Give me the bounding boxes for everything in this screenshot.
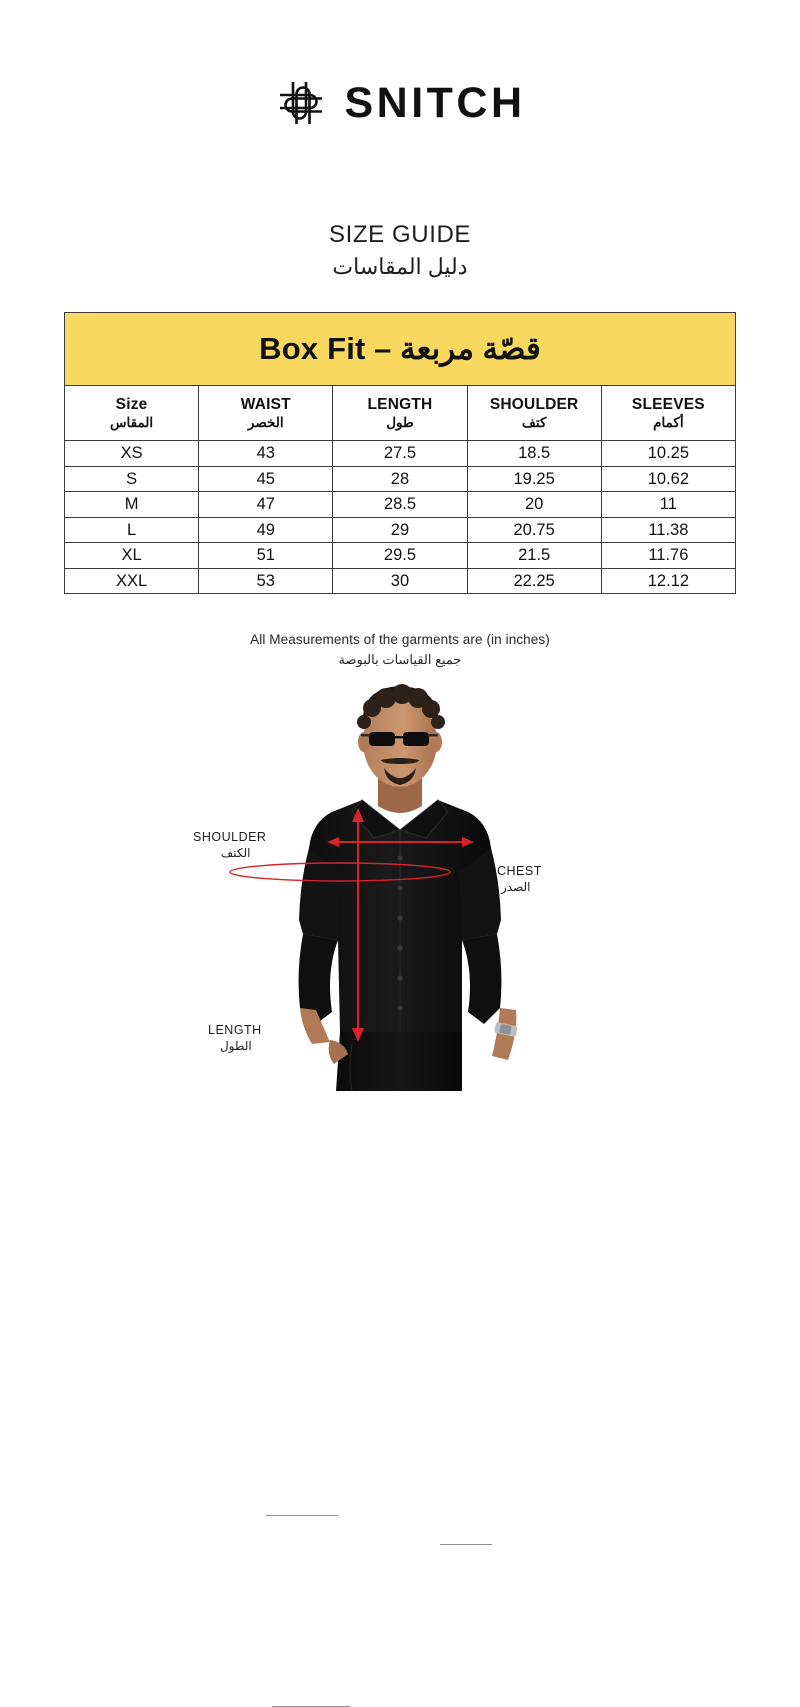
column-header-length-en: LENGTH <box>367 395 433 413</box>
column-header-size <box>65 386 199 441</box>
cell-length: 28 <box>333 466 467 492</box>
fit-banner-label: قصّة مربعة – Box Fit <box>259 330 541 366</box>
cell-sleeves: 11.38 <box>601 517 735 543</box>
table-header-row <box>65 386 736 441</box>
cell-shoulder: 22.25 <box>467 568 601 594</box>
measurement-diagram <box>0 672 800 1091</box>
annotation-shoulder-en: SHOULDER <box>193 830 267 844</box>
column-header-size-ar: المقاس <box>110 414 154 430</box>
annotation-chest-ar: الصدر <box>501 880 531 895</box>
cell-size: L <box>65 517 199 543</box>
page-title-en: SIZE GUIDE <box>328 221 472 248</box>
annotation-shoulder <box>193 829 266 861</box>
annotation-chest-en: CHEST <box>497 864 542 878</box>
annotation-chest <box>497 863 542 895</box>
column-header-sleeves-ar: أكمام <box>653 414 684 430</box>
leader-line-chest <box>440 1544 492 1545</box>
annotation-shoulder-ar: الكتف <box>220 846 251 861</box>
cell-waist: 43 <box>199 441 333 467</box>
size-chart-table <box>64 312 736 594</box>
cell-size: S <box>65 466 199 492</box>
table-row <box>65 543 736 569</box>
annotation-length-ar: الطول <box>219 1039 252 1054</box>
cell-shoulder: 18.5 <box>467 441 601 467</box>
cell-waist: 47 <box>199 492 333 518</box>
cell-sleeves: 11 <box>601 492 735 518</box>
brand-header <box>0 76 800 130</box>
page-title <box>0 220 800 283</box>
column-header-waist-en: WAIST <box>240 395 291 413</box>
cell-waist: 53 <box>199 568 333 594</box>
table-row <box>65 466 736 492</box>
cell-size: XS <box>65 441 199 467</box>
model-photo <box>0 672 800 1091</box>
column-header-length-ar: طول <box>386 414 414 430</box>
fit-banner <box>65 313 736 386</box>
measurement-footnote <box>0 630 800 669</box>
cell-size: XL <box>65 543 199 569</box>
fit-banner-row <box>65 313 736 386</box>
cell-shoulder: 20.75 <box>467 517 601 543</box>
cell-length: 29 <box>333 517 467 543</box>
column-header-sleeves-en: SLEEVES <box>631 395 705 413</box>
footnote-ar: جميع القياسات بالبوصة <box>338 651 462 667</box>
column-header-waist <box>199 386 333 441</box>
column-header-sleeves <box>601 386 735 441</box>
cell-sleeves: 10.25 <box>601 441 735 467</box>
table-row <box>65 441 736 467</box>
column-header-shoulder-ar: كتف <box>521 414 547 430</box>
cell-length: 28.5 <box>333 492 467 518</box>
brand-name: SNITCH <box>344 78 526 127</box>
cell-waist: 49 <box>199 517 333 543</box>
hash-grid-logo-icon <box>274 76 328 130</box>
column-header-waist-ar: الخصر <box>247 414 284 430</box>
cell-sleeves: 12.12 <box>601 568 735 594</box>
table-row <box>65 517 736 543</box>
cell-shoulder: 19.25 <box>467 466 601 492</box>
cell-length: 30 <box>333 568 467 594</box>
cell-length: 29.5 <box>333 543 467 569</box>
cell-shoulder: 20 <box>467 492 601 518</box>
column-header-length <box>333 386 467 441</box>
table-row <box>65 492 736 518</box>
column-header-shoulder <box>467 386 601 441</box>
column-header-shoulder-en: SHOULDER <box>489 395 579 413</box>
column-header-size-en: Size <box>115 395 148 413</box>
leader-line-shoulder <box>266 1515 338 1516</box>
cell-waist: 51 <box>199 543 333 569</box>
table-row <box>65 568 736 594</box>
cell-sleeves: 11.76 <box>601 543 735 569</box>
cell-length: 27.5 <box>333 441 467 467</box>
cell-size: M <box>65 492 199 518</box>
annotation-length-en: LENGTH <box>208 1023 262 1037</box>
footnote-en: All Measurements of the garments are (in inches) <box>250 632 550 647</box>
cell-size: XXL <box>65 568 199 594</box>
cell-waist: 45 <box>199 466 333 492</box>
cell-sleeves: 10.62 <box>601 466 735 492</box>
page-title-ar: دليل المقاسات <box>332 254 468 279</box>
annotation-length <box>208 1022 262 1054</box>
cell-shoulder: 21.5 <box>467 543 601 569</box>
